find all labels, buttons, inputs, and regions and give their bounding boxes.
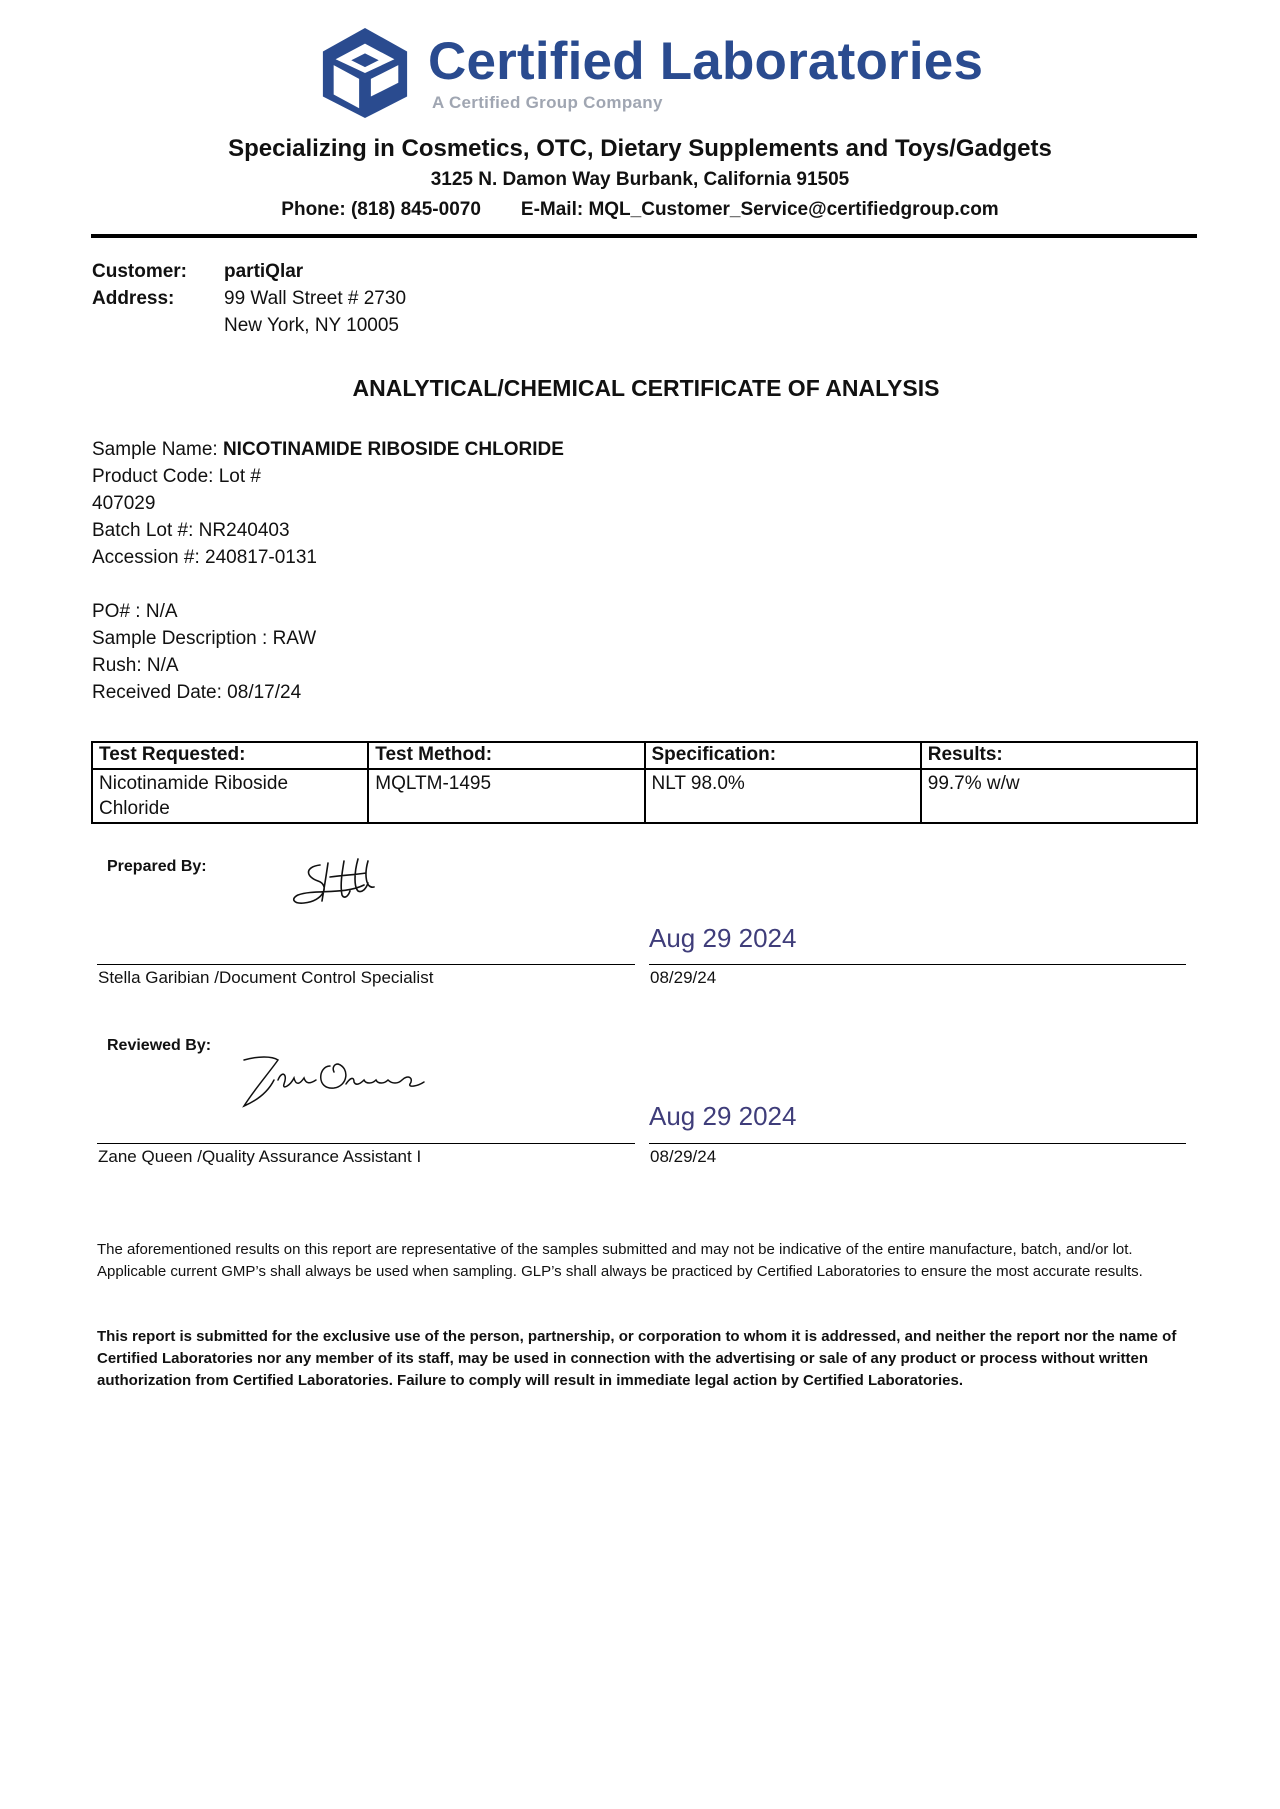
- header-test-method: Test Method:: [368, 742, 644, 769]
- company-email: E-Mail: MQL_Customer_Service@certifiedgroup.com: [520, 199, 999, 220]
- customer-value: partiQlar: [224, 261, 304, 282]
- results-table: [91, 741, 1198, 824]
- company-tagline: A Certified Group Company: [432, 93, 663, 112]
- prepared-by-name: Stella Garibian /Document Control Specialist: [98, 968, 434, 987]
- reviewed-signature-line: [97, 1143, 635, 1144]
- general-disclaimer: The aforementioned results on this report are representative of the samples submitted and may not be indicative of the entire manufacture, batch, and/or lot. Applicable current GMP’s shall always be used when sampling. GLP’s shall always be practiced by Certified Laboratories to ensure the most accurate results.: [97, 1241, 1143, 1280]
- sample-description: Sample Description : RAW: [92, 628, 317, 649]
- reviewed-date-line: [649, 1143, 1186, 1144]
- header-test-requested: Test Requested:: [92, 742, 368, 769]
- reviewed-by-name: Zane Queen /Quality Assurance Assistant I: [98, 1147, 422, 1166]
- header-results: Results:: [921, 742, 1197, 769]
- legal-disclaimer: This report is submitted for the exclusive use of the person, partnership, or corporation to whom it is addressed, and neither the report nor the name of Certified Laboratories nor any member of its staff, may be used in connection with the advertising or sale of any product or process without written authorization from Certified Laboratories. Failure to comply will result in immediate legal action by Certified Laboratories.: [97, 1328, 1177, 1389]
- product-code: Product Code: Lot #: [92, 466, 261, 487]
- specializing-line: Specializing in Cosmetics, OTC, Dietary Supplements and Toys/Gadgets: [228, 135, 1052, 162]
- cell-result: 99.7% w/w: [921, 769, 1197, 823]
- rush: Rush: N/A: [92, 655, 179, 676]
- prepared-signature-line: [97, 964, 635, 965]
- accession-number: Accession #: 240817-0131: [92, 547, 317, 568]
- company-logo-icon: [316, 26, 414, 120]
- company-name: Certified Laboratories: [428, 32, 984, 91]
- prepared-date-stamp: Aug 29 2024: [649, 923, 797, 953]
- received-date: Received Date: 08/17/24: [92, 682, 302, 703]
- contact-line: [0, 199, 1280, 221]
- po-number: PO# : N/A: [92, 601, 178, 622]
- prepared-by-label: Prepared By:: [107, 858, 207, 875]
- product-code-value: 407029: [92, 493, 156, 514]
- company-address: 3125 N. Damon Way Burbank, California 91505: [430, 169, 850, 190]
- prepared-date: 08/29/24: [650, 968, 717, 987]
- sample-name-value: NICOTINAMIDE RIBOSIDE CHLORIDE: [222, 439, 564, 460]
- prepared-signature-icon: [284, 855, 404, 915]
- sample-name: Sample Name: NICOTINAMIDE RIBOSIDE CHLORIDE: [92, 439, 564, 460]
- reviewed-date-stamp: Aug 29 2024: [649, 1101, 797, 1131]
- reviewed-signature-icon: [238, 1050, 450, 1114]
- customer-label: Customer:: [92, 261, 188, 282]
- document-title: ANALYTICAL/CHEMICAL CERTIFICATE OF ANALYSIS: [352, 375, 940, 401]
- header-divider: [91, 234, 1197, 238]
- cell-test-method: MQLTM-1495: [368, 769, 644, 823]
- table-row: [92, 769, 1197, 823]
- header-specification: Specification:: [645, 742, 921, 769]
- cell-test-requested: Nicotinamide Riboside Chloride: [92, 769, 368, 823]
- address-line-1: 99 Wall Street # 2730: [224, 288, 407, 309]
- reviewed-date: 08/29/24: [650, 1147, 717, 1166]
- address-line-2: New York, NY 10005: [224, 315, 399, 336]
- batch-lot: Batch Lot #: NR240403: [92, 520, 290, 541]
- company-phone: Phone: (818) 845-0070: [281, 199, 481, 220]
- address-label: Address:: [92, 288, 175, 309]
- table-header-row: [92, 742, 1197, 769]
- reviewed-by-label: Reviewed By:: [107, 1037, 212, 1054]
- cell-specification: NLT 98.0%: [645, 769, 921, 823]
- prepared-date-line: [649, 964, 1186, 965]
